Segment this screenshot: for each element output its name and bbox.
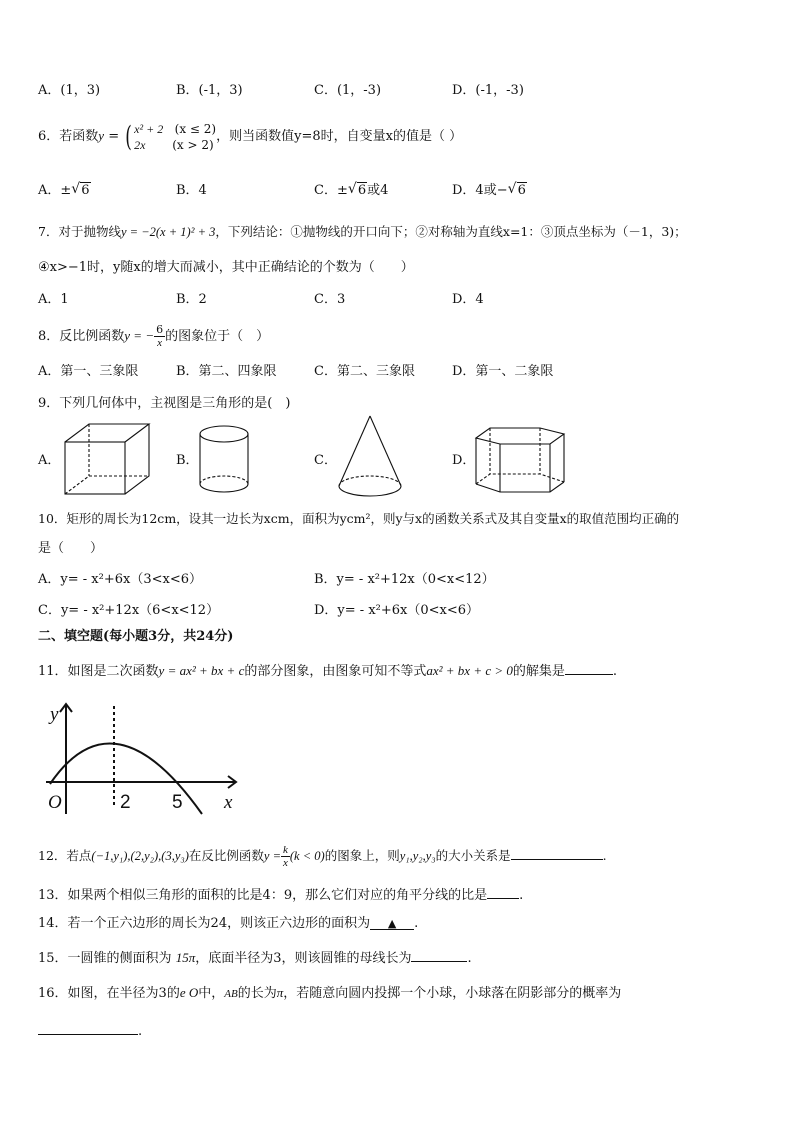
question-15: 15．一圆锥的侧面积为 15π，底面半径为3，则该圆锥的母线长为 .: [38, 947, 472, 968]
cylinder-figure: [196, 424, 252, 496]
question-11: 11．如图是二次函数y = ax² + bx + c的部分图象，由图象可知不等式ax² + bx + c > 0的解集是 .: [38, 660, 617, 681]
question-14: 14．若一个正六边形的周长为24，则该正六边形的面积为 ▲ .: [38, 916, 419, 931]
question-12: 12．若点(−1,y₁),(2,y₂),(3,y₃)在反比例函数y = $\frac{k}{x}$ (k < 0)的图象上，则y₁,y₂,y₃的大小关系是 .: [38, 844, 607, 869]
q6-prefix: 6．若函数: [38, 129, 99, 144]
q5-option-d: D．(-1，-3): [452, 83, 524, 98]
question-6: 6．若函数y = ( x² + 2 (x ≤ 2) 2x (x > 2)，则当函数值y=8时，自变量x的值是（ ）: [38, 119, 463, 153]
q9-option-d: D．: [452, 453, 476, 468]
q6-suffix: ，则当函数值y=8时，自变量x的值是（ ）: [216, 129, 463, 144]
q7-option-b: B．2: [176, 292, 207, 307]
q10-option-a: A．y= - x²+6x（3<x<6）: [38, 572, 202, 587]
q7-option-d: D．4: [452, 292, 484, 307]
question-10-line2: 是（ ）: [38, 541, 104, 556]
question-10-line1: 10．矩形的周长为12cm，设其一边长为xcm，面积为ycm²，则y与x的函数关系式及其自变量x的取值范围均正确的: [38, 511, 680, 526]
q8-option-a: A．第一、三象限: [38, 364, 139, 379]
section-2-title: 二、填空题(每小题3分，共24分): [38, 629, 234, 644]
graph-y-label: y: [50, 704, 59, 725]
q5-option-b: B．(-1，3): [176, 83, 243, 98]
q9-option-a: A．: [38, 453, 61, 468]
q8-option-b: B．第二、四象限: [176, 364, 277, 379]
question-16: 16．如图，在半径为3的e O中，AB的长为π，若随意向圆内投掷一个小球，小球落在阴影部分的概率为: [38, 985, 622, 1001]
q6-option-b: B．4: [176, 183, 207, 198]
hexagonal-prism-figure: [472, 424, 568, 496]
graph-tick-5: 5: [172, 792, 183, 813]
q10-option-d: D．y= - x²+6x（0<x<6）: [314, 603, 480, 618]
q5-option-a: A．(1，3): [38, 83, 101, 98]
q6-option-d: D．4或− √ 6: [452, 181, 526, 198]
question-9: 9．下列几何体中，主视图是三角形的是( ): [38, 396, 291, 411]
q11-parabola-graph: [40, 696, 250, 826]
question-8: 8．反比例函数y = − $\frac{6}{x}$ 的图象位于（ ）: [38, 323, 270, 349]
q7-option-c: C．3: [314, 292, 346, 307]
cube-figure: [62, 422, 152, 496]
question-7-line2: ④x>−1时，y随x的增大而减小，其中正确结论的个数为（ ）: [38, 260, 414, 275]
q5-option-c: C．(1，-3): [314, 83, 382, 98]
q6-option-c: C．± √ 6或4: [314, 181, 389, 198]
cone-figure: [336, 414, 404, 498]
q8-option-d: D．第一、二象限: [452, 364, 554, 379]
question-7-line1: 7．对于抛物线y = −2(x + 1)² + 3，下列结论：①抛物线的开口向下；②对称轴为直线x=1：③顶点坐标为（－1，3)；: [38, 224, 687, 239]
q9-option-b: B．: [176, 453, 199, 468]
question-16-answer-line: .: [38, 1020, 142, 1041]
q8-option-c: C．第二、三象限: [314, 364, 415, 379]
q7-option-a: A．1: [38, 292, 69, 307]
graph-origin-label: O: [48, 792, 62, 813]
q10-option-c: C．y= - x²+12x（6<x<12）: [38, 603, 220, 618]
q6-option-a: A．± √ 6: [38, 181, 90, 198]
question-13: 13．如果两个相似三角形的面积的比是4：9，那么它们对应的角平分线的比是 .: [38, 884, 523, 905]
q10-option-b: B．y= - x²+12x（0<x<12）: [314, 572, 495, 587]
graph-x-label: x: [224, 792, 233, 813]
q9-option-c: C．: [314, 453, 337, 468]
q6-piecewise: x² + 2 (x ≤ 2) 2x (x > 2): [134, 121, 217, 152]
graph-tick-2: 2: [120, 792, 131, 813]
